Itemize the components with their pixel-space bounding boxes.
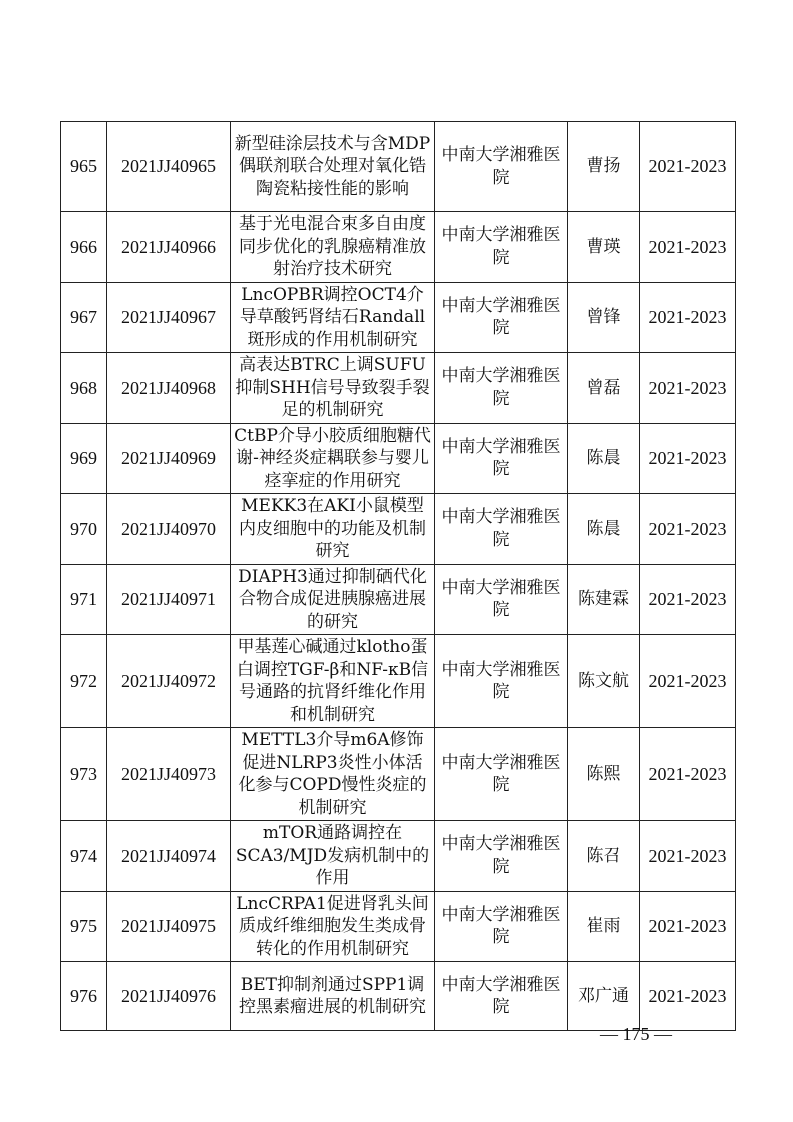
- table-row: [61, 494, 736, 565]
- project-title: 基于光电混合束多自由度同步优化的乳腺癌精准放射治疗技术研究: [231, 212, 435, 283]
- row-number: 972: [61, 635, 107, 728]
- row-number: 965: [61, 122, 107, 212]
- principal-investigator: 陈晨: [568, 423, 640, 494]
- project-code: 2021JJ40968: [107, 353, 231, 424]
- row-number: 968: [61, 353, 107, 424]
- project-period: 2021-2023: [640, 494, 736, 565]
- row-number: 969: [61, 423, 107, 494]
- institution: 中南大学湘雅医院: [435, 353, 568, 424]
- project-period: 2021-2023: [640, 564, 736, 635]
- project-code: 2021JJ40970: [107, 494, 231, 565]
- table-row: [61, 891, 736, 962]
- row-number: 974: [61, 821, 107, 892]
- project-code: 2021JJ40973: [107, 728, 231, 821]
- row-number: 973: [61, 728, 107, 821]
- table-row: [61, 282, 736, 353]
- project-code: 2021JJ40965: [107, 122, 231, 212]
- project-title: LncCRPA1促进肾乳头间质成纤维细胞发生类成骨转化的作用机制研究: [231, 891, 435, 962]
- principal-investigator: 曹扬: [568, 122, 640, 212]
- institution: 中南大学湘雅医院: [435, 821, 568, 892]
- row-number: 970: [61, 494, 107, 565]
- project-period: 2021-2023: [640, 635, 736, 728]
- table-row: [61, 353, 736, 424]
- principal-investigator: 邓广通: [568, 962, 640, 1031]
- project-title: 新型硅涂层技术与含MDP偶联剂联合处理对氧化锆陶瓷粘接性能的影响: [231, 122, 435, 212]
- project-title: METTL3介导m6A修饰促进NLRP3炎性小体活化参与COPD慢性炎症的机制研究: [231, 728, 435, 821]
- project-period: 2021-2023: [640, 728, 736, 821]
- project-code: 2021JJ40975: [107, 891, 231, 962]
- row-number: 976: [61, 962, 107, 1031]
- project-period: 2021-2023: [640, 423, 736, 494]
- institution: 中南大学湘雅医院: [435, 728, 568, 821]
- principal-investigator: 曹瑛: [568, 212, 640, 283]
- project-period: 2021-2023: [640, 821, 736, 892]
- project-code: 2021JJ40969: [107, 423, 231, 494]
- table-row: [61, 212, 736, 283]
- project-period: 2021-2023: [640, 891, 736, 962]
- institution: 中南大学湘雅医院: [435, 564, 568, 635]
- principal-investigator: 曾锋: [568, 282, 640, 353]
- project-period: 2021-2023: [640, 962, 736, 1031]
- project-code: 2021JJ40966: [107, 212, 231, 283]
- institution: 中南大学湘雅医院: [435, 423, 568, 494]
- principal-investigator: 曾磊: [568, 353, 640, 424]
- table-row: [61, 423, 736, 494]
- page-number: — 175 —: [600, 1024, 672, 1044]
- project-code: 2021JJ40972: [107, 635, 231, 728]
- project-code: 2021JJ40967: [107, 282, 231, 353]
- institution: 中南大学湘雅医院: [435, 122, 568, 212]
- institution: 中南大学湘雅医院: [435, 212, 568, 283]
- table-row: [61, 821, 736, 892]
- project-title: LncOPBR调控OCT4介导草酸钙肾结石Randall斑形成的作用机制研究: [231, 282, 435, 353]
- table-row: [61, 962, 736, 1031]
- row-number: 975: [61, 891, 107, 962]
- principal-investigator: 陈建霖: [568, 564, 640, 635]
- project-code: 2021JJ40976: [107, 962, 231, 1031]
- project-title: mTOR通路调控在SCA3/MJD发病机制中的作用: [231, 821, 435, 892]
- table-row: [61, 122, 736, 212]
- institution: 中南大学湘雅医院: [435, 962, 568, 1031]
- row-number: 966: [61, 212, 107, 283]
- table-body: [61, 122, 736, 1031]
- principal-investigator: 陈晨: [568, 494, 640, 565]
- project-title: BET抑制剂通过SPP1调控黑素瘤进展的机制研究: [231, 962, 435, 1031]
- table-row: [61, 564, 736, 635]
- row-number: 967: [61, 282, 107, 353]
- principal-investigator: 陈熙: [568, 728, 640, 821]
- project-code: 2021JJ40974: [107, 821, 231, 892]
- institution: 中南大学湘雅医院: [435, 494, 568, 565]
- table-row: [61, 635, 736, 728]
- project-title: 高表达BTRC上调SUFU抑制SHH信号导致裂手裂足的机制研究: [231, 353, 435, 424]
- principal-investigator: 陈文航: [568, 635, 640, 728]
- principal-investigator: 陈召: [568, 821, 640, 892]
- row-number: 971: [61, 564, 107, 635]
- principal-investigator: 崔雨: [568, 891, 640, 962]
- project-title: MEKK3在AKI小鼠模型内皮细胞中的功能及机制研究: [231, 494, 435, 565]
- project-table: [60, 121, 736, 1031]
- project-period: 2021-2023: [640, 122, 736, 212]
- project-title: CtBP介导小胶质细胞糖代谢-神经炎症耦联参与婴儿痉挛症的作用研究: [231, 423, 435, 494]
- project-title: 甲基莲心碱通过klotho蛋白调控TGF-β和NF-κB信号通路的抗肾纤维化作用和机制研究: [231, 635, 435, 728]
- project-period: 2021-2023: [640, 353, 736, 424]
- institution: 中南大学湘雅医院: [435, 282, 568, 353]
- project-code: 2021JJ40971: [107, 564, 231, 635]
- institution: 中南大学湘雅医院: [435, 635, 568, 728]
- project-period: 2021-2023: [640, 212, 736, 283]
- institution: 中南大学湘雅医院: [435, 891, 568, 962]
- project-period: 2021-2023: [640, 282, 736, 353]
- table-row: [61, 728, 736, 821]
- project-title: DIAPH3通过抑制硒代化合物合成促进胰腺癌进展的研究: [231, 564, 435, 635]
